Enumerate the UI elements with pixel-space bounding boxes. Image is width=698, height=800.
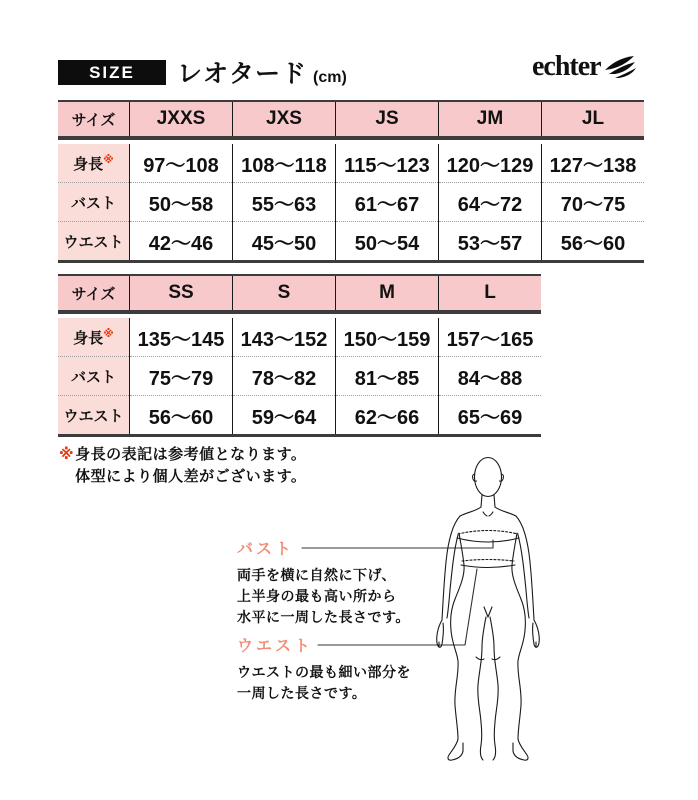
size-value-cell: 84〜88 xyxy=(439,357,542,396)
table-row xyxy=(58,318,541,357)
size-value-cell: 81〜85 xyxy=(336,357,439,396)
bust-leader-line xyxy=(302,540,493,548)
size-value-cell: 50〜54 xyxy=(336,222,439,262)
size-row-header: サイズ xyxy=(58,275,130,312)
size-value-cell: 45〜50 xyxy=(233,222,336,262)
footnote-line-2: 体型により個人差がございます。 xyxy=(75,468,307,485)
size-value-cell: 75〜79 xyxy=(130,357,233,396)
row-label: 身長※ xyxy=(58,144,130,183)
size-column-header: JS xyxy=(336,101,439,138)
size-value-cell: 64〜72 xyxy=(439,183,542,222)
adult-size-table xyxy=(58,274,541,437)
size-column-header: JXS xyxy=(233,101,336,138)
table-row xyxy=(58,222,644,262)
size-value-cell: 78〜82 xyxy=(233,357,336,396)
size-value-cell: 65〜69 xyxy=(439,396,542,436)
size-column-header: JM xyxy=(439,101,542,138)
size-column-header: SS xyxy=(130,275,233,312)
size-column-header: JL xyxy=(542,101,645,138)
size-value-cell: 135〜145 xyxy=(130,318,233,357)
unit-label: (cm) xyxy=(313,69,347,86)
size-value-cell: 53〜57 xyxy=(439,222,542,262)
reference-mark: ※ xyxy=(103,153,114,166)
reference-mark: ※ xyxy=(103,327,114,340)
footnote-line-1: 身長の表記は参考値となります。 xyxy=(75,446,307,463)
size-value-cell: 115〜123 xyxy=(336,144,439,183)
size-value-cell: 56〜60 xyxy=(542,222,645,262)
size-value-cell: 127〜138 xyxy=(542,144,645,183)
size-value-cell: 62〜66 xyxy=(336,396,439,436)
junior-size-table xyxy=(58,100,644,263)
body-outline-figure xyxy=(230,440,590,790)
size-value-cell: 61〜67 xyxy=(336,183,439,222)
row-label: ウエスト xyxy=(58,222,130,262)
annotation-line: 水平に一周した長さです。 xyxy=(237,609,410,625)
annotation-line: ウエストの最も細い部分を xyxy=(237,664,411,680)
size-value-cell: 70〜75 xyxy=(542,183,645,222)
row-label: 身長※ xyxy=(58,318,130,357)
size-value-cell: 56〜60 xyxy=(130,396,233,436)
size-column-header: S xyxy=(233,275,336,312)
table-row xyxy=(58,144,644,183)
page-title-text: レオタード xyxy=(177,60,308,88)
size-column-header: L xyxy=(439,275,542,312)
table-row xyxy=(58,183,644,222)
size-row-header: サイズ xyxy=(58,101,130,138)
size-value-cell: 108〜118 xyxy=(233,144,336,183)
size-value-cell: 143〜152 xyxy=(233,318,336,357)
size-column-header: M xyxy=(336,275,439,312)
row-label: ウエスト xyxy=(58,396,130,436)
waist-annotation-label: ウエスト xyxy=(237,638,314,655)
annotation-line: 上半身の最も高い所から xyxy=(237,588,397,604)
row-label: バスト xyxy=(58,183,130,222)
size-value-cell: 59〜64 xyxy=(233,396,336,436)
bust-annotation-label: バスト xyxy=(237,541,295,558)
size-value-cell: 42〜46 xyxy=(130,222,233,262)
brand-name: echter xyxy=(532,51,601,82)
size-badge: SIZE xyxy=(58,60,166,85)
size-value-cell: 150〜159 xyxy=(336,318,439,357)
size-value-cell: 157〜165 xyxy=(439,318,542,357)
table-row xyxy=(58,396,541,436)
waist-leader-line xyxy=(318,569,477,645)
size-value-cell: 50〜58 xyxy=(130,183,233,222)
size-value-cell: 120〜129 xyxy=(439,144,542,183)
size-column-header: JXXS xyxy=(130,101,233,138)
table-row xyxy=(58,357,541,396)
size-value-cell: 97〜108 xyxy=(130,144,233,183)
brand-wing-icon xyxy=(603,55,637,79)
footnote-asterisk: ※ xyxy=(59,446,75,463)
brand-logo xyxy=(532,53,637,81)
annotation-line: 一周した長さです。 xyxy=(237,685,367,701)
annotation-line: 両手を横に自然に下げ、 xyxy=(237,567,396,583)
row-label: バスト xyxy=(58,357,130,396)
page-title xyxy=(177,54,347,90)
size-value-cell: 55〜63 xyxy=(233,183,336,222)
